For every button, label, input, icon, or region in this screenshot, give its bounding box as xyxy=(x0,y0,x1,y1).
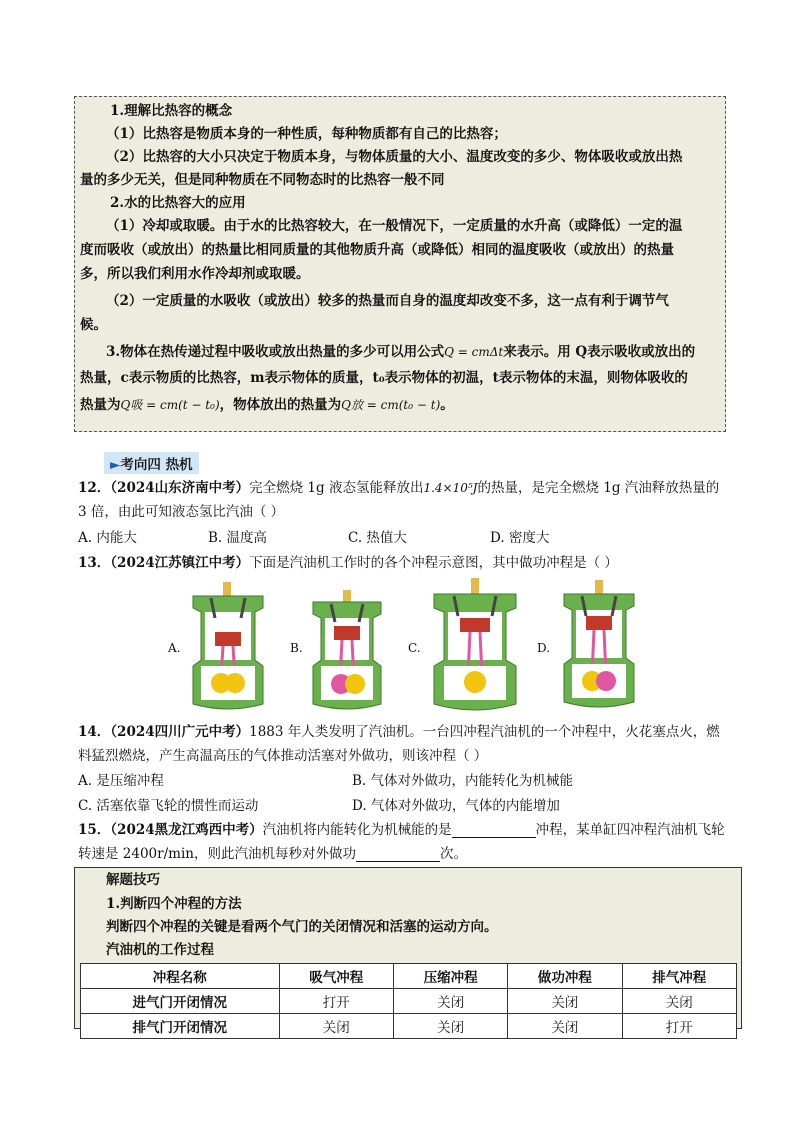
question-text: 次。 xyxy=(439,846,467,862)
engine-diagram-c[interactable] xyxy=(426,578,524,712)
question-text: 3 倍，由此可知液态氢比汽油（ ） xyxy=(78,504,285,520)
table-row xyxy=(81,1014,737,1039)
table-cell: 关闭 xyxy=(393,989,507,1014)
table-header: 压缩冲程 xyxy=(393,964,507,989)
table-header: 冲程名称 xyxy=(81,964,280,989)
table-cell: 关闭 xyxy=(279,1014,393,1039)
tip-text: 热量，c表示物质的比热容，m表示物体的质量，t₀表示物体的初温，t表示物体的末温，则物体吸收的 xyxy=(80,370,688,386)
question-number: 14． xyxy=(78,724,111,740)
table-header: 吸气冲程 xyxy=(279,964,393,989)
question-text: 转速是 2400r/min，则此汽油机每秒对外做功 xyxy=(78,846,356,862)
question-source: （2024黑龙江鸡西中考） xyxy=(110,822,263,838)
engine-diagram-b[interactable] xyxy=(305,590,389,710)
tip-text: 热量为 xyxy=(80,397,121,413)
tip-text: （2）比热容的大小只决定于物质本身，与物体质量的大小、温度改变的多少、物体吸收或放出热 xyxy=(106,149,683,165)
option-c[interactable]: C. 热值大 xyxy=(348,530,407,546)
tip-text: 度而吸收（或放出）的热量比相同质量的其他物质升高（或降低）相同的温度吸收（或放出）的热量 xyxy=(80,242,674,258)
tip-text: （2）一定质量的水吸收（或放出）较多的热量而自身的温度却改变不多，这一点有利于调节气 xyxy=(106,293,669,309)
question-text: 下面是汽油机工作时的各个冲程示意图，其中做功冲程是（ ） xyxy=(249,555,618,571)
question-13 xyxy=(78,555,618,571)
option-a[interactable]: A. 内能大 xyxy=(78,530,137,546)
question-text: 冲程，某单缸四冲程汽油机飞轮 xyxy=(535,822,725,838)
formula-q: Q = cmΔt xyxy=(444,345,504,359)
formula-absorb: Q吸 = cm(t − t₀) xyxy=(120,398,220,412)
table-cell: 排气门开闭情况 xyxy=(81,1014,280,1039)
table-cell: 关闭 xyxy=(508,1014,622,1039)
engine-label-b[interactable]: B. xyxy=(290,641,303,655)
question-text xyxy=(78,846,467,862)
triangle-icon: ► xyxy=(110,457,121,473)
table-cell: 关闭 xyxy=(622,989,736,1014)
tip-text: （1）比热容是物质本身的一种性质，每种物质都有自己的比热容； xyxy=(106,126,507,142)
question-text: 料猛烈燃烧，产生高温高压的气体推动活塞对外做功，则该冲程（ ） xyxy=(78,748,488,764)
question-15 xyxy=(78,822,725,838)
tip-heading-2: 2.水的比热容大的应用 xyxy=(110,195,246,211)
table-header-row xyxy=(81,964,737,989)
tip-text: 来表示。用 Q表示吸收或放出的 xyxy=(503,344,696,360)
option-b[interactable]: B. 温度高 xyxy=(208,530,268,546)
question-text: 1883 年人类发明了汽油机。一台四冲程汽油机的一个冲程中，火花塞点火，燃 xyxy=(249,724,720,740)
table-header: 排气冲程 xyxy=(622,964,736,989)
engine-diagram-a[interactable] xyxy=(183,582,273,710)
energy-value: 1.4×10⁵J xyxy=(423,481,478,495)
question-12 xyxy=(78,480,719,496)
table-cell: 进气门开闭情况 xyxy=(81,989,280,1014)
tip-text: 量的多少无关，但是同种物质在不同物态时的比热容一般不同 xyxy=(80,172,445,188)
tip-text: （1）冷却或取暖。由于水的比热容较大，在一般情况下，一定质量的水升高（或降低）一定的温 xyxy=(106,218,683,234)
engine-label-c[interactable]: C. xyxy=(408,641,421,655)
table-cell: 打开 xyxy=(622,1014,736,1039)
section-tag xyxy=(104,452,199,474)
question-text: 完全燃烧 1g 液态氢能释放出 xyxy=(249,480,424,496)
question-14 xyxy=(78,724,720,740)
tip-text: ，物体放出的热量为 xyxy=(219,397,342,413)
question-number: 13． xyxy=(78,555,111,571)
option-d[interactable]: D. 密度大 xyxy=(490,530,550,546)
option-a[interactable]: A. 是压缩冲程 xyxy=(78,773,164,789)
question-source: （2024江苏镇江中考） xyxy=(110,555,250,571)
tips-desc: 判断四个冲程的关键是看两个气门的关闭情况和活塞的运动方向。 xyxy=(106,919,498,935)
table-cell: 关闭 xyxy=(508,989,622,1014)
table-title: 汽油机的工作过程 xyxy=(106,942,214,958)
engine-label-a[interactable]: A. xyxy=(168,641,181,655)
tip-text: 多，所以我们利用水作冷却剂或取暖。 xyxy=(80,266,310,282)
engine-label-d[interactable]: D. xyxy=(537,641,551,655)
engine-diagram-d[interactable] xyxy=(554,580,644,708)
tip-text: 3.物体在热传递过程中吸收或放出热量的多少可以用公式 xyxy=(106,344,445,360)
answer-blank-2[interactable] xyxy=(356,847,440,862)
tip-text xyxy=(80,397,454,413)
tip-text: 。 xyxy=(440,397,454,413)
question-text: 的热量，是完全燃烧 1g 汽油释放热量的 xyxy=(477,480,720,496)
tip-text: 候。 xyxy=(80,317,107,333)
tips-title: 解题技巧 xyxy=(106,872,160,888)
table-row xyxy=(81,989,737,1014)
question-number: 12． xyxy=(78,480,111,496)
tips-subtitle: 1.判断四个冲程的方法 xyxy=(106,896,242,912)
question-source: （2024四川广元中考） xyxy=(110,724,250,740)
tip-heading-1: 1.理解比热容的概念 xyxy=(110,103,233,119)
section-title: 考向四 热机 xyxy=(120,457,193,473)
option-c[interactable]: C. 活塞依靠飞轮的惯性而运动 xyxy=(78,798,259,814)
question-text: 汽油机将内能转化为机械能的是 xyxy=(262,822,452,838)
table-cell: 打开 xyxy=(279,989,393,1014)
table-cell: 关闭 xyxy=(393,1014,507,1039)
option-d[interactable]: D. 气体对外做功，气体的内能增加 xyxy=(352,798,560,814)
question-source: （2024山东济南中考） xyxy=(110,480,250,496)
table-header: 做功冲程 xyxy=(508,964,622,989)
stroke-table xyxy=(80,963,737,1039)
answer-blank-1[interactable] xyxy=(452,823,536,838)
formula-release: Q放 = cm(t₀ − t) xyxy=(341,398,441,412)
question-number: 15． xyxy=(78,822,111,838)
option-b[interactable]: B. 气体对外做功，内能转化为机械能 xyxy=(352,773,574,789)
tip-heading-3 xyxy=(106,344,695,360)
